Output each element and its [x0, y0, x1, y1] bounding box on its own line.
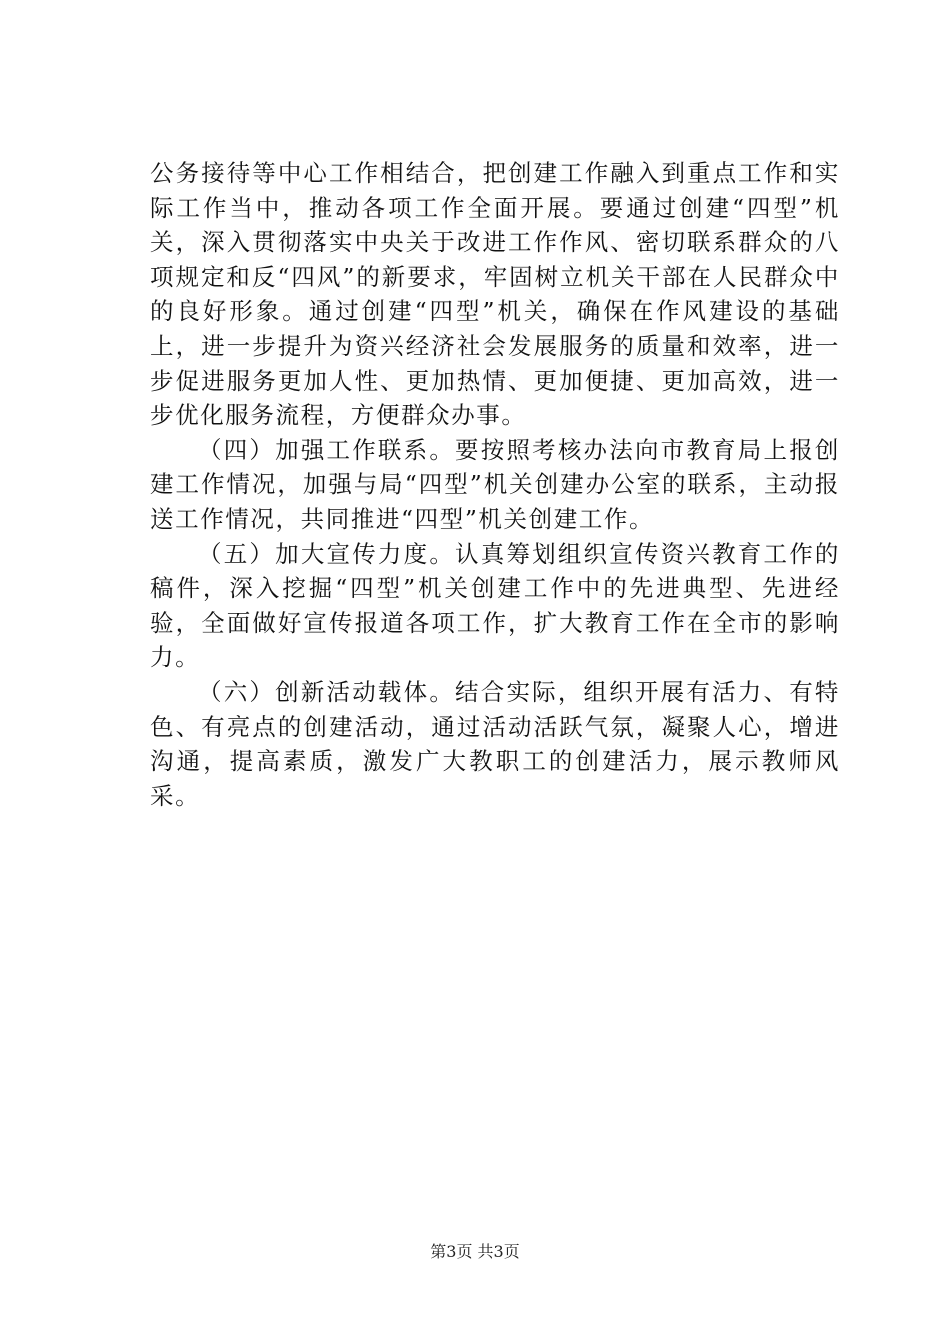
page-footer: 第3页 共3页 [430, 1242, 520, 1261]
paragraph-section-5: （五）加大宣传力度。认真筹划组织宣传资兴教育工作的稿件，深入挖掘“四型”机关创建工作中的先进典型、先进经验，全面做好宣传报道各项工作，扩大教育工作在全市的影响力。 [150, 539, 840, 672]
document-body [150, 156, 840, 813]
paragraph-section-6: （六）创新活动载体。结合实际，组织开展有活力、有特色、有亮点的创建活动，通过活动活跃气氛，凝聚人心，增进沟通，提高素质，激发广大教职工的创建活力，展示教师风采。 [150, 677, 840, 810]
paragraph-section-4: （四）加强工作联系。要按照考核办法向市教育局上报创建工作情况，加强与局“四型”机关创建办公室的联系，主动报送工作情况，共同推进“四型”机关创建工作。 [150, 435, 840, 533]
paragraph-continuation: 公务接待等中心工作相结合，把创建工作融入到重点工作和实际工作当中，推动各项工作全面开展。要通过创建“四型”机关，深入贯彻落实中央关于改进工作作风、密切联系群众的八项规定和反“四风”的新要求，牢固树立机关干部在人民群众中的良好形象。通过创建“四型”机关，确保在作风建设的基础上，进一步提升为资兴经济社会发展服务的质量和效率，进一步促进服务更加人性、更加热情、更加便捷、更加高效，进一步优化服务流程，方便群众办事。 [150, 159, 840, 430]
